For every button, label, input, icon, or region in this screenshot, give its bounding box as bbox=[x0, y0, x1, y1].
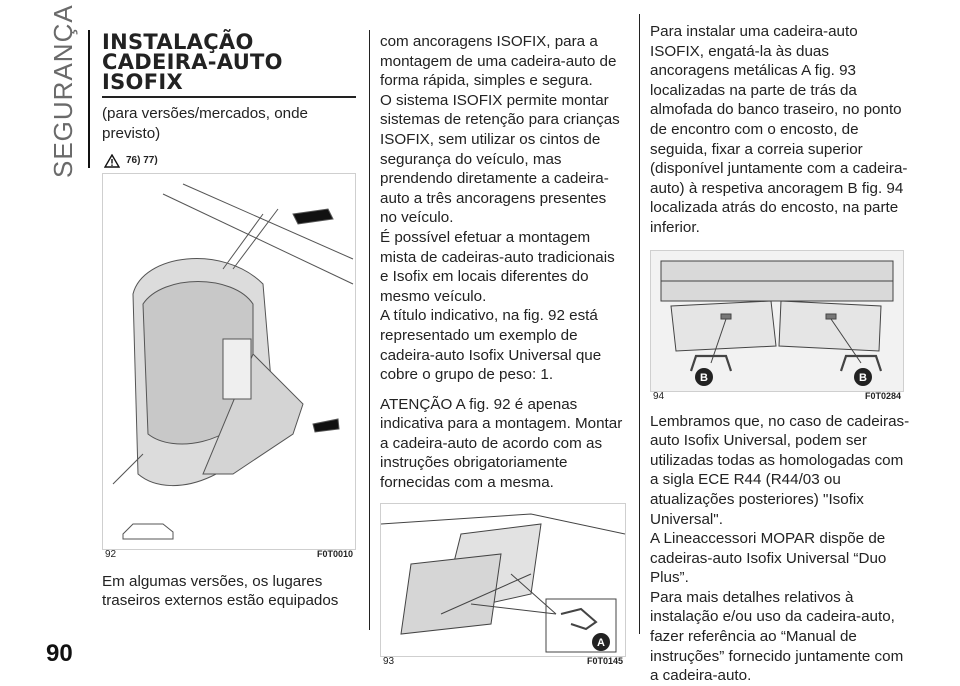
top-tether-anchor-illustration bbox=[651, 251, 903, 391]
figure-92 bbox=[102, 173, 356, 561]
isofix-anchor-illustration bbox=[381, 504, 625, 656]
marker-b-right-label: B bbox=[859, 371, 867, 384]
section-title bbox=[102, 32, 356, 98]
col2-paragraph-2: O sistema ISOFIX permite montar sistemas de retenção para crianças ISOFIX, sem utilizar os cintos de segurança do veículo, mas prendendo diretamente a cadeira-auto a três ancoragens presentes no veículo. bbox=[380, 91, 620, 227]
col2-paragraph-5: ATENÇÃO A fig. 92 é apenas indicativa para a montagem. Montar a cadeira-auto de acordo com as instruções obrigatoriamente fornecidas com a mesma. bbox=[380, 395, 623, 492]
marker-b-left-label: B bbox=[700, 371, 708, 384]
figure-94-code: F0T0284 bbox=[864, 390, 901, 401]
column-1 bbox=[102, 32, 356, 611]
col3-paragraph-3: A Lineaccessori MOPAR dispõe de cadeiras-auto Isofix Universal “Duo Plus”. bbox=[650, 530, 887, 587]
col3-paragraph-1: Para instalar uma cadeira-auto ISOFIX, engatá-la às duas ancoragens metálicas A fig. 93 localizadas na parte de trás da almofada do banco traseiro, no ponto de encontro com o encosto, de seguida, fixar a correia superior (disponível juntamente com a cadeira-auto) à respetiva ancoragem B fig. 94 localizada atrás do encosto, na parte inferior. bbox=[650, 23, 908, 236]
figure-92-caption bbox=[105, 544, 353, 565]
column-3 bbox=[650, 22, 910, 686]
figure-94 bbox=[650, 250, 904, 402]
column-divider-1 bbox=[369, 30, 370, 630]
figure-93-code: F0T0145 bbox=[586, 656, 623, 667]
figure-93-caption bbox=[383, 651, 623, 672]
warning-triangle-icon bbox=[104, 154, 120, 168]
child-seat-illustration bbox=[103, 174, 355, 549]
figure-92-number: 92 bbox=[105, 549, 117, 561]
col2-paragraph-1: com ancoragens ISOFIX, para a montagem de uma cadeira-auto de forma rápida, simples e segura. bbox=[380, 33, 617, 90]
col1-paragraph: Em algumas versões, os lugares traseiros externos estão equipados bbox=[102, 572, 339, 610]
figure-94-number: 94 bbox=[653, 390, 665, 402]
warning-refs-text: 76) 77) bbox=[126, 155, 158, 167]
col3-paragraph-4: Para mais detalhes relativos à instalação e/ou uso da cadeira-auto, fazer referência ao “Manual de instruções” fornecido juntamente com a cadeira-auto. bbox=[650, 588, 904, 685]
marker-a-label: A bbox=[597, 636, 605, 649]
section-side-label: SEGURANÇA bbox=[48, 4, 78, 178]
title-line-1: INSTALAÇÃO bbox=[102, 30, 254, 54]
section-subtitle: (para versões/mercados, onde previsto) bbox=[102, 105, 308, 142]
column-divider-2 bbox=[639, 14, 640, 634]
column-2 bbox=[380, 32, 626, 668]
page-number: 90 bbox=[46, 640, 73, 667]
figure-93-number: 93 bbox=[383, 656, 395, 668]
title-line-3: ISOFIX bbox=[102, 70, 183, 94]
col3-paragraph-2: Lembramos que, no caso de cadeiras-auto Isofix Universal, podem ser utilizadas todas as homologadas com a sigla ECE R44 (R44/03 ou atualizações posteriores) "Isofix Universal". bbox=[650, 412, 910, 528]
figure-92-code: F0T0010 bbox=[316, 549, 353, 560]
title-line-2: CADEIRA-AUTO bbox=[102, 50, 283, 74]
figure-94-caption bbox=[653, 386, 901, 407]
col2-paragraph-3: É possível efetuar a montagem mista de cadeiras-auto tradicionais e Isofix em locais diferentes do mesmo veículo. bbox=[380, 228, 615, 305]
col2-paragraph-4: A título indicativo, na fig. 92 está representado um exemplo de cadeira-auto Isofix Universal que cobre o grupo de peso: 1. bbox=[380, 307, 602, 384]
figure-93 bbox=[380, 503, 626, 668]
warning-reference bbox=[104, 151, 356, 171]
side-rule bbox=[88, 30, 90, 168]
